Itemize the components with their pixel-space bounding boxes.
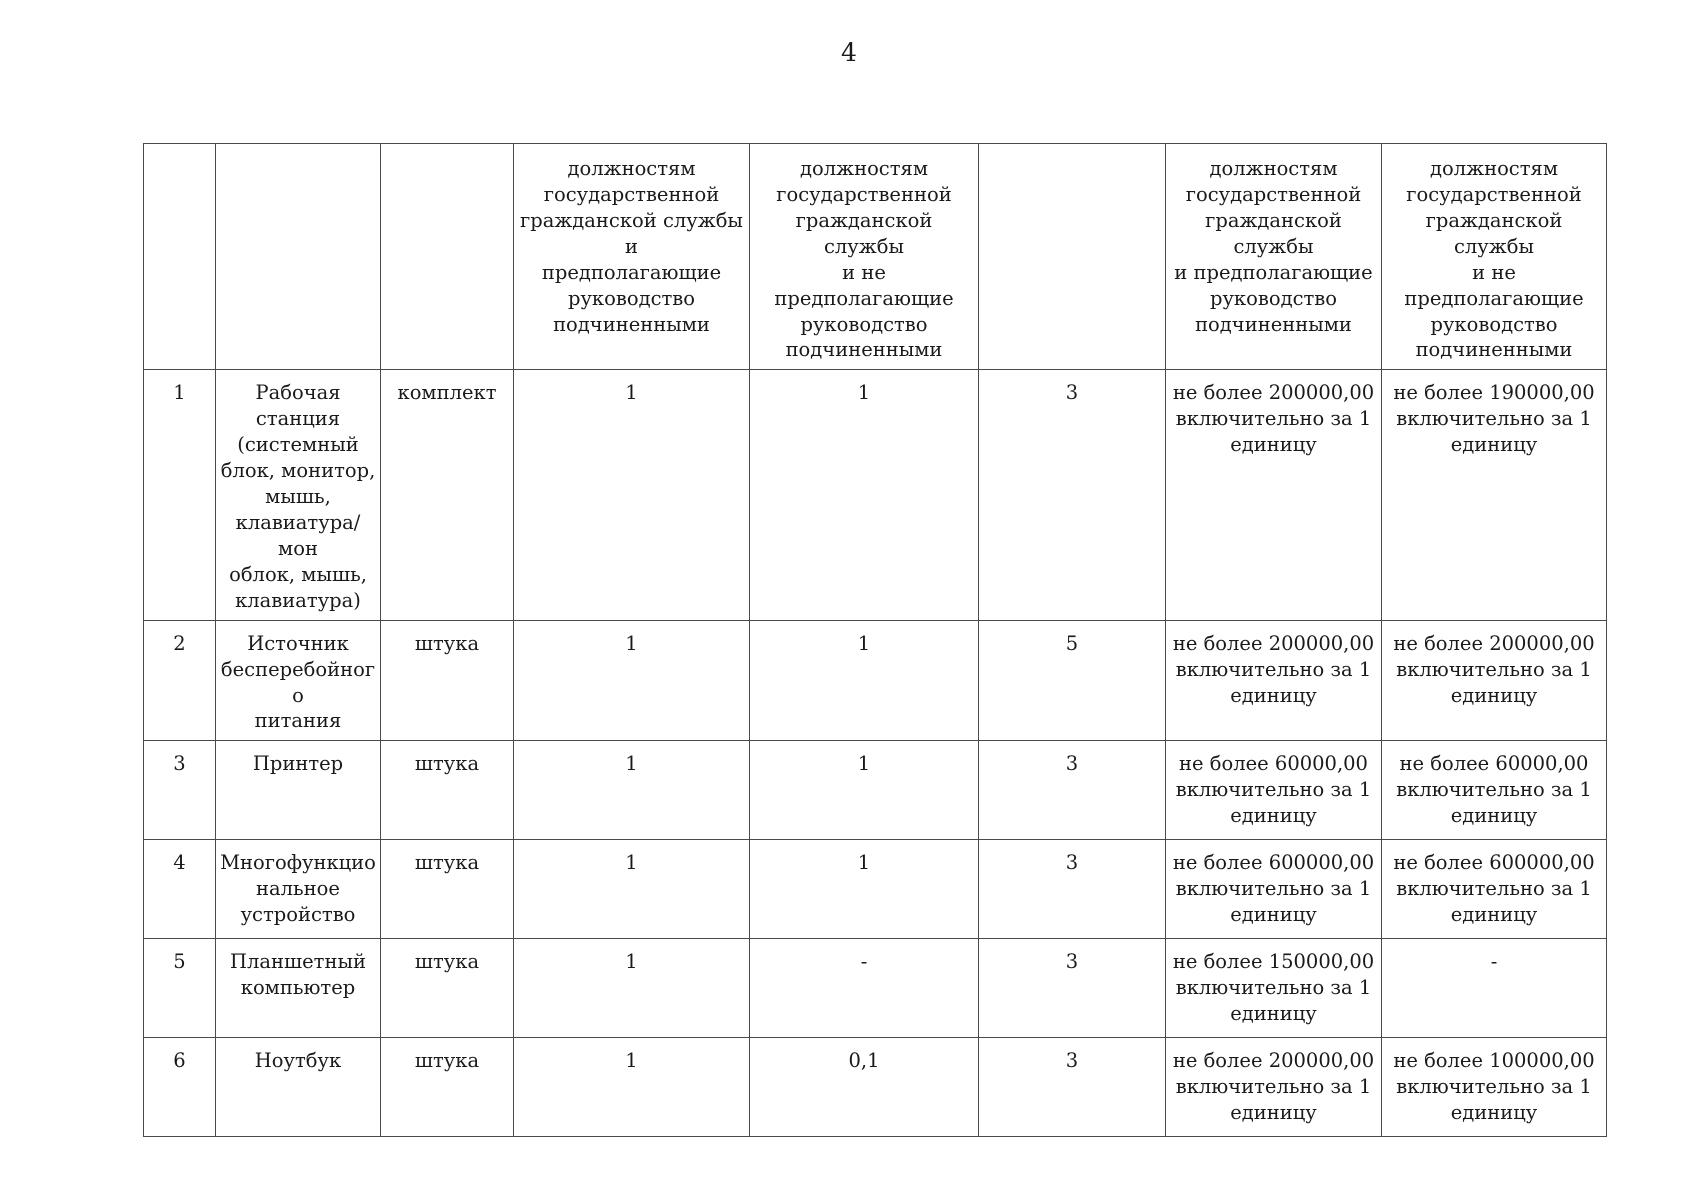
item-name-cell: Ноутбук — [216, 1038, 381, 1137]
quantity-managers-cell: 1 — [514, 741, 750, 840]
quantity-non-managers-cell: - — [750, 939, 979, 1038]
service-life-cell: 3 — [979, 939, 1166, 1038]
service-life-cell: 3 — [979, 840, 1166, 939]
quantity-managers-cell: 1 — [514, 939, 750, 1038]
quantity-non-managers-cell: 1 — [750, 840, 979, 939]
table-row — [144, 939, 1607, 1038]
header-cell — [144, 144, 216, 370]
header-cell: должностям государственной гражданской службы и предполагающие руководство подчиненными — [514, 144, 750, 370]
price-managers-cell: не более 150000,00 включительно за 1 единицу — [1166, 939, 1382, 1038]
unit-cell: штука — [381, 620, 514, 741]
price-non-managers-cell: не более 190000,00 включительно за 1 единицу — [1382, 370, 1607, 620]
item-name-cell: Принтер — [216, 741, 381, 840]
price-non-managers-cell: не более 100000,00 включительно за 1 единицу — [1382, 1038, 1607, 1137]
quantity-non-managers-cell: 1 — [750, 370, 979, 620]
unit-cell: комплект — [381, 370, 514, 620]
quantity-managers-cell: 1 — [514, 840, 750, 939]
price-managers-cell: не более 200000,00 включительно за 1 единицу — [1166, 620, 1382, 741]
service-life-cell: 5 — [979, 620, 1166, 741]
header-cell: должностям государственной гражданской службы и предполагающие руководство подчиненными — [1166, 144, 1382, 370]
table-row — [144, 370, 1607, 620]
quantity-managers-cell: 1 — [514, 1038, 750, 1137]
header-cell — [381, 144, 514, 370]
service-life-cell: 3 — [979, 1038, 1166, 1137]
table-row — [144, 741, 1607, 840]
header-cell: должностям государственной гражданской службы и не предполагающие руководство подчиненными — [750, 144, 979, 370]
quantity-non-managers-cell: 0,1 — [750, 1038, 979, 1137]
item-name-cell: Источник бесперебойного питания — [216, 620, 381, 741]
table-row — [144, 840, 1607, 939]
header-cell: должностям государственной гражданской службы и не предполагающие руководство подчиненными — [1382, 144, 1607, 370]
row-number-cell: 5 — [144, 939, 216, 1038]
price-managers-cell: не более 600000,00 включительно за 1 единицу — [1166, 840, 1382, 939]
price-non-managers-cell: не более 600000,00 включительно за 1 единицу — [1382, 840, 1607, 939]
price-non-managers-cell: не более 200000,00 включительно за 1 единицу — [1382, 620, 1607, 741]
row-number-cell: 2 — [144, 620, 216, 741]
price-managers-cell: не более 200000,00 включительно за 1 единицу — [1166, 1038, 1382, 1137]
row-number-cell: 1 — [144, 370, 216, 620]
item-name-cell: Рабочая станция (системный блок, монитор, мышь, клавиатура/мон облок, мышь, клавиатура) — [216, 370, 381, 620]
unit-cell: штука — [381, 939, 514, 1038]
item-name-cell: Планшетный компьютер — [216, 939, 381, 1038]
table-row — [144, 1038, 1607, 1137]
page-number: 4 — [841, 38, 857, 67]
header-cell — [979, 144, 1166, 370]
unit-cell: штука — [381, 840, 514, 939]
quantity-managers-cell: 1 — [514, 620, 750, 741]
price-managers-cell: не более 200000,00 включительно за 1 единицу — [1166, 370, 1382, 620]
price-non-managers-cell: не более 60000,00 включительно за 1 единицу — [1382, 741, 1607, 840]
row-number-cell: 3 — [144, 741, 216, 840]
row-number-cell: 6 — [144, 1038, 216, 1137]
table-row — [144, 620, 1607, 741]
service-life-cell: 3 — [979, 741, 1166, 840]
quantity-managers-cell: 1 — [514, 370, 750, 620]
table-header-row — [144, 144, 1607, 370]
unit-cell: штука — [381, 741, 514, 840]
price-non-managers-cell: - — [1382, 939, 1607, 1038]
unit-cell: штука — [381, 1038, 514, 1137]
item-name-cell: Многофункцио нальное устройство — [216, 840, 381, 939]
row-number-cell: 4 — [144, 840, 216, 939]
quantity-non-managers-cell: 1 — [750, 620, 979, 741]
header-cell — [216, 144, 381, 370]
price-managers-cell: не более 60000,00 включительно за 1 единицу — [1166, 741, 1382, 840]
quantity-non-managers-cell: 1 — [750, 741, 979, 840]
service-life-cell: 3 — [979, 370, 1166, 620]
equipment-norms-table — [143, 143, 1607, 1137]
